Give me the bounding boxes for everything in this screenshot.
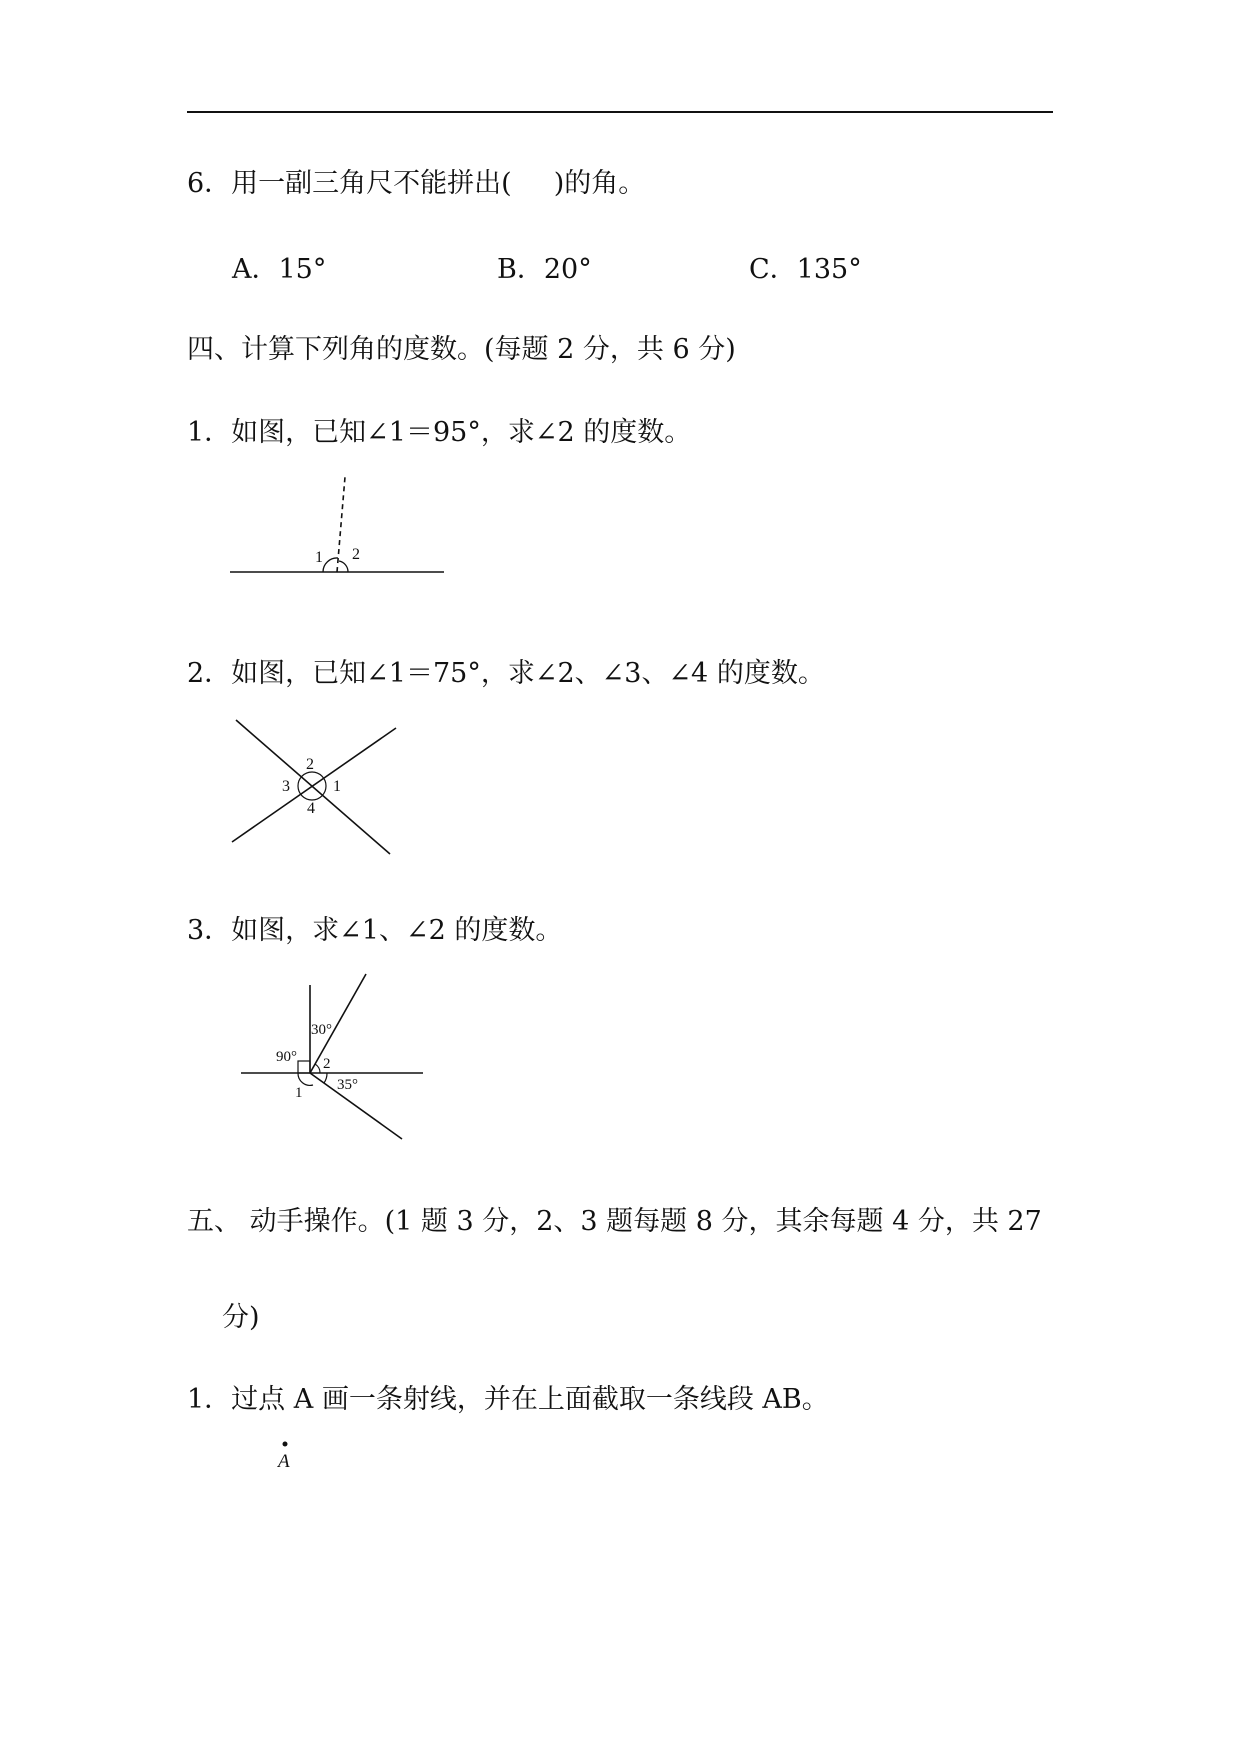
fig2-label-3: 3 [282,778,290,795]
option-letter: B． [497,254,544,285]
section-4-q2-text: 2．如图，已知∠1＝75°，求∠2、∠3、∠4 的度数。 [187,658,825,689]
fig2-label-4: 4 [307,800,315,817]
fig1-label-1: 1 [315,549,323,566]
section-4-q3-text: 3．如图，求∠1、∠2 的度数。 [187,915,563,946]
figure-2 [232,720,396,854]
fig3-arc-2 [315,1064,320,1073]
figure-3 [241,974,423,1139]
figure-1 [230,477,444,572]
q6-stem-before: 6．用一副三角尺不能拼出( [187,168,512,199]
fig2-label-2: 2 [306,756,314,773]
option-value: 135° [796,254,862,285]
section-5-title-line2: 分) [222,1302,260,1333]
option-value: 20° [543,254,592,285]
fig1-angle-arc-1 [323,558,338,572]
option-letter: A． [232,254,279,285]
fig3-label-30: 30° [311,1022,332,1038]
fig3-label-90: 90° [276,1049,297,1065]
fig2-label-1: 1 [333,778,341,795]
fig3-label-1: 1 [295,1085,303,1101]
point-a-label: A [278,1451,290,1472]
option-value: 15° [278,254,327,285]
section-5-title-line1: 五、 动手操作。(1 题 3 分，2、3 题每题 8 分，其余每题 4 分，共 27 [187,1206,1042,1237]
fig3-arc-1 [298,1073,313,1085]
section-4-q1-text: 1．如图，已知∠1＝95°，求∠2 的度数。 [187,417,692,448]
section-5-q1-text: 1．过点 A 画一条射线，并在上面截取一条线段 AB。 [187,1384,829,1415]
section-4-title: 四、计算下列角的度数。(每题 2 分，共 6 分) [187,334,736,365]
option-letter: C． [749,254,797,285]
point-a-dot[interactable] [283,1442,288,1447]
fig1-angle-arc-2 [339,561,348,572]
q6-stem-after: )的角。 [553,168,646,199]
fig3-label-35: 35° [337,1077,358,1093]
point-a[interactable] [276,1442,290,1473]
fig3-right-angle-mark [298,1061,310,1073]
fig2-line-a [236,720,390,854]
fig3-arc-35 [324,1073,327,1083]
fig1-dashed-ray [337,477,345,572]
fig1-label-2: 2 [352,546,360,563]
fig2-line-b [232,728,396,842]
fig3-label-2: 2 [323,1056,331,1072]
